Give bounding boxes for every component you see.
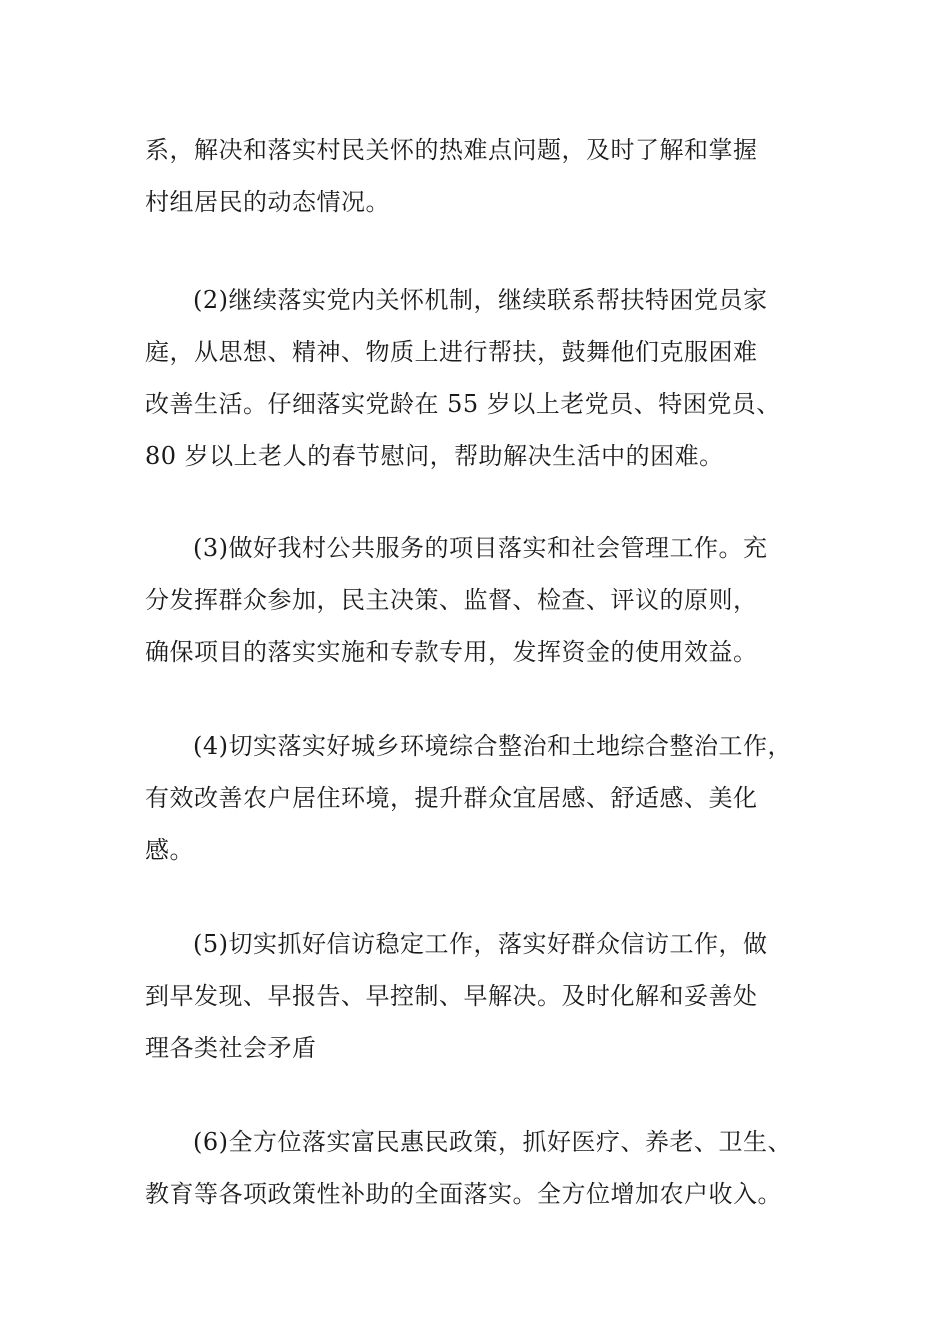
text-line: (6)全方位落实富民惠民政策，抓好医疗、养老、卫生、 xyxy=(193,1128,792,1156)
paragraph-item-3 xyxy=(145,522,835,678)
text-line: 有效改善农户居住环境，提升群众宜居感、舒适感、美化 xyxy=(145,784,758,812)
paragraph-item-6 xyxy=(145,1116,835,1220)
text-line: 到早发现、早报告、早控制、早解决。及时化解和妥善处 xyxy=(145,982,758,1010)
paragraph-item-5 xyxy=(145,918,835,1074)
text-line: 感。 xyxy=(145,836,194,864)
paragraph-item-2 xyxy=(145,274,835,482)
text-line: 庭，从思想、精神、物质上进行帮扶，鼓舞他们克服困难 xyxy=(145,338,758,366)
text-line: 理各类社会矛盾 xyxy=(145,1034,317,1062)
text-line: (5)切实抓好信访稳定工作，落实好群众信访工作，做 xyxy=(193,930,768,958)
text-line: 80 岁以上老人的春节慰问，帮助解决生活中的困难。 xyxy=(145,442,724,470)
text-line: 确保项目的落实实施和专款专用，发挥资金的使用效益。 xyxy=(145,638,758,666)
text-line: 改善生活。仔细落实党龄在 55 岁以上老党员、特困党员、 xyxy=(145,390,781,418)
text-line: 分发挥群众参加，民主决策、监督、检查、评议的原则， xyxy=(145,586,758,614)
text-line: 教育等各项政策性补助的全面落实。全方位增加农户收入。 xyxy=(145,1180,782,1208)
text-line: (2)继续落实党内关怀机制，继续联系帮扶特困党员家 xyxy=(193,286,768,314)
paragraph-continuation xyxy=(145,124,835,228)
text-line: 系，解决和落实村民关怀的热难点问题，及时了解和掌握 xyxy=(145,136,758,164)
paragraph-item-4 xyxy=(145,720,835,876)
text-line: 村组居民的动态情况。 xyxy=(145,188,390,216)
text-line: (3)做好我村公共服务的项目落实和社会管理工作。充 xyxy=(193,534,768,562)
text-line: (4)切实落实好城乡环境综合整治和土地综合整治工作， xyxy=(193,732,792,760)
